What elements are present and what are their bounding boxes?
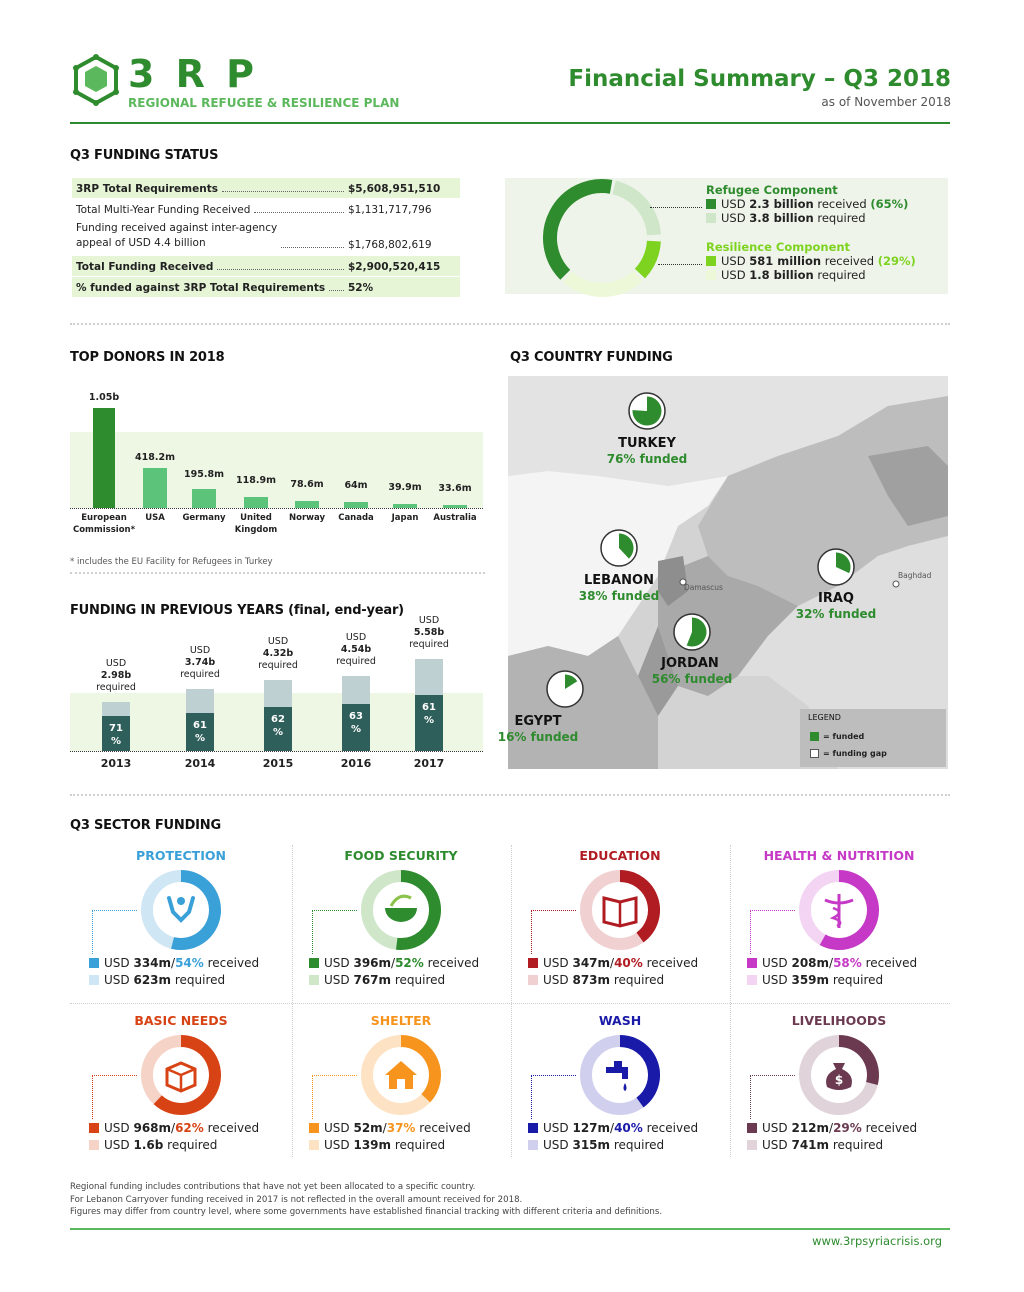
sector-name: FOOD SECURITY [344,848,458,863]
country-pie [672,612,712,652]
donor-value-label: 1.05b [88,392,120,403]
sector-received-line: USD 334m/54% received [89,956,259,970]
refugee-required-swatch [706,213,716,223]
donor-category-label: Norway [288,513,325,523]
country-name: LEBANON [584,573,654,588]
legend-gap-swatch [810,749,819,758]
sector-divider [292,845,293,1157]
donor-value-label: 78.6m [290,478,324,490]
funding-row-multi-year: Total Multi-Year Funding Received $1,131,717,796 [76,204,432,216]
sector-row-divider [70,1003,950,1004]
components-donut [540,176,670,311]
country-funded-label: 16% funded [497,730,579,744]
funded-percent-label: 63 % [349,710,363,735]
sector-name: HEALTH & NUTRITION [763,848,915,863]
sector-required-line: USD 741m required [747,1138,883,1152]
refugee-component [706,183,946,225]
donor-bar [443,505,467,508]
sector-connector [750,910,751,954]
required-bar [186,689,214,713]
country-pie [545,669,585,709]
sector-connector [750,910,795,911]
sector-divider [511,845,512,1157]
sector-connector [750,1075,751,1119]
donor-category-label: European Commission* [72,513,136,535]
sector-received-line: USD 212m/29% received [747,1121,917,1135]
year-label: 2014 [184,757,216,770]
country-funded-label: 38% funded [578,589,660,603]
funded-percent-label: 62 % [271,713,285,738]
donor-value-label: 33.6m [438,482,472,494]
refugee-required-line: USD 3.8 billion required [706,211,946,225]
sector-required-line: USD 767m required [309,973,445,987]
donor-bar [244,497,268,508]
year-label: 2017 [413,757,445,770]
legend-title: LEGEND [808,713,841,722]
sector-received-line: USD 127m/40% received [528,1121,698,1135]
sector-connector [750,1075,795,1076]
header-divider [70,122,950,124]
top-donors-title: TOP DONORS IN 2018 [70,350,225,365]
svg-text:$: $ [834,1073,844,1087]
country-pie [816,547,856,587]
refugee-received-line: USD 2.3 billion received (65%) [706,197,946,211]
year-label: 2013 [100,757,132,770]
sector-connector [92,910,93,954]
sector-received-line: USD 968m/62% received [89,1121,259,1135]
donor-bar [93,408,115,508]
sector-required-line: USD 359m required [747,973,883,987]
funded-percent-label: 61 % [422,701,436,726]
sector-connector [92,1075,93,1119]
sector-connector [92,910,137,911]
logo-subtitle: REGIONAL REFUGEE & RESILIENCE PLAN [128,96,400,110]
resilience-required-arc [568,276,638,290]
refugee-received-swatch [706,199,716,209]
sector-connector [312,1075,357,1076]
resilience-required-line: USD 1.8 billion required [706,268,946,282]
logo-text: 3 R P [128,52,259,96]
resilience-received-line: USD 581 million received (29%) [706,254,946,268]
sector-received-line: USD 396m/52% received [309,956,479,970]
sector-funding-title: Q3 SECTOR FUNDING [70,818,221,833]
donor-value-label: 64m [344,479,368,491]
donors-footnote: * includes the EU Facility for Refugees in Turkey [70,557,273,567]
sector-required-line: USD 873m required [528,973,664,987]
resilience-received-swatch [706,256,716,266]
required-bar [264,680,292,707]
year-label: 2015 [262,757,294,770]
sector-connector [312,1075,313,1119]
book-icon [578,868,662,952]
refugee-received-arc [550,186,611,275]
footnotes: Regional funding includes contributions that have not yet been allocated to a specific country. For Lebanon Carryover funding received in 2017 is not reflected in the overall amount received for 2018. Figures may differ from country level, where some governments have established financial tracking with different criteria and definitions. [70,1182,663,1217]
country-pie [627,391,667,431]
sector-name: LIVELIHOODS [791,1013,887,1028]
section-divider [70,794,950,796]
map-legend [800,709,946,767]
sector-connector [531,910,532,954]
sector-connector [312,910,357,911]
funding-row-percent-funded: % funded against 3RP Total Requirements 52% [72,277,460,297]
refugee-required-arc [614,187,654,234]
donor-category-label: Australia [433,513,477,523]
house-icon [359,1033,443,1117]
sector-name: WASH [598,1013,642,1028]
city-label-baghdad: Baghdad [898,571,932,580]
country-map [497,376,948,769]
page-title: Financial Summary – Q3 2018 [568,66,951,92]
donor-bar [295,501,319,508]
country-name: TURKEY [618,436,676,451]
logo-icon [70,54,122,106]
donor-value-label: 418.2m [135,452,175,464]
funding-row-total-requirements: 3RP Total Requirements $5,608,951,510 [72,178,460,198]
sector-connector [531,1075,532,1119]
caduceus-icon [797,868,881,952]
country-name: IRAQ [818,591,854,606]
required-label: USD 3.74b required [180,645,220,681]
required-bar [415,659,443,695]
funding-row-inter-agency: Funding received against inter-agency appeal of USD 4.4 billion $1,768,802,619 [76,222,432,251]
legend-gap: = funding gap [810,749,887,758]
funded-percent-label: 61 % [193,720,207,745]
sector-received-line: USD 347m/40% received [528,956,698,970]
city-label-damascus: Damascus [684,583,723,592]
sector-name: PROTECTION [136,848,226,863]
funding-row-total-received: Total Funding Received $2,900,520,415 [72,256,460,276]
resilience-component-title: Resilience Component [706,240,851,254]
donor-category-label: Canada [338,513,374,523]
required-bar [102,702,130,716]
sector-connector [531,1075,576,1076]
money-bag-icon [797,1033,881,1117]
prev-years-baseline [70,751,483,752]
country-funded-label: 56% funded [651,672,733,686]
required-label: USD 2.98b required [96,657,136,693]
sector-required-line: USD 315m required [528,1138,664,1152]
sector-connector [92,1075,137,1076]
resilience-component [706,240,946,282]
donor-category-label: Germany [182,513,226,523]
donor-category-label: United Kingdom [234,513,278,535]
water-tap-icon [578,1033,662,1117]
sector-required-line: USD 1.6b required [89,1138,217,1152]
donor-category-label: USA [145,513,165,523]
country-funded-label: 76% funded [606,452,688,466]
required-bar [342,676,370,704]
sector-divider [730,845,731,1157]
country-funding-title: Q3 COUNTRY FUNDING [510,350,673,365]
protection-icon [139,868,223,952]
donor-value-label: 39.9m [388,482,422,494]
as-of-date: as of November 2018 [821,95,951,109]
funding-status-title: Q3 FUNDING STATUS [70,148,219,163]
sector-name: EDUCATION [579,848,661,863]
legend-funded-swatch [810,732,819,741]
donors-baseline [70,508,483,509]
refugee-component-title: Refugee Component [706,183,838,197]
country-funded-label: 32% funded [795,607,877,621]
donors-band [70,432,483,508]
funded-percent-label: 71 % [109,723,123,748]
country-pie [599,528,639,568]
footer-link[interactable]: www.3rpsyriacrisis.org [812,1234,942,1248]
required-label: USD 4.32b required [258,635,298,671]
sector-required-line: USD 139m required [309,1138,445,1152]
donor-bar [143,468,167,508]
section-divider [70,323,950,325]
footer-divider [70,1228,950,1230]
required-label: USD 5.58b required [409,615,449,650]
sector-name: BASIC NEEDS [134,1013,228,1028]
donor-bar [393,504,417,508]
country-name: JORDAN [661,656,719,671]
donor-category-label: Japan [391,513,419,523]
donor-value-label: 195.8m [184,469,224,481]
resilience-required-swatch [706,270,716,280]
sector-required-line: USD 623m required [89,973,225,987]
donor-value-label: 118.9m [236,474,276,486]
section-divider [70,572,485,574]
sector-received-line: USD 208m/58% received [747,956,917,970]
box-icon [139,1033,223,1117]
required-label: USD 4.54b required [336,632,376,668]
legend-funded: = funded [810,732,864,741]
donor-bar [344,502,368,508]
year-label: 2016 [340,757,372,770]
sector-connector [531,910,576,911]
sector-received-line: USD 52m/37% received [309,1121,471,1135]
resilience-received-arc [640,241,654,273]
previous-years-title: FUNDING IN PREVIOUS YEARS (final, end-year) [70,603,404,618]
country-name: EGYPT [514,714,562,729]
resilience-connector [658,264,702,265]
refugee-connector [650,207,702,208]
donor-bar [192,489,216,508]
food-bowl-icon [359,868,443,952]
sector-connector [312,910,313,954]
sector-name: SHELTER [370,1013,432,1028]
